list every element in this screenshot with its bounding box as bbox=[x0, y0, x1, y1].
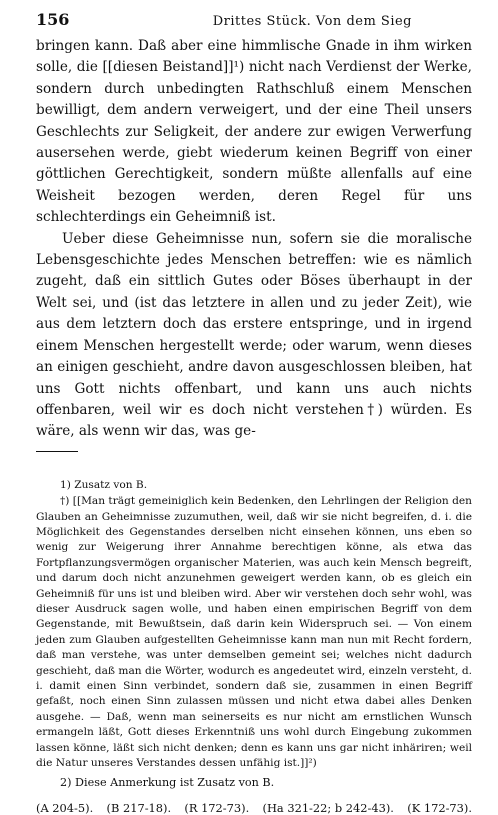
edition-ref-a: (A 204-5). bbox=[36, 800, 94, 815]
edition-ref-ha: (Ha 321-22; b 242-43). bbox=[262, 800, 394, 815]
page-header bbox=[36, 10, 472, 36]
edition-references bbox=[36, 801, 472, 815]
paragraph-mysteries: Ueber diese Geheimnisse nun, sofern sie die moralische Lebensgeschichte jedes Menschen betreffen: wie es nämlich zugeht, daß ein sittlich Gutes oder Böses überhaupt in der Welt sei, und (ist das letztere in allen und zu jeder Zeit), wie aus dem letztern doch das erstere entspringe, und in irgend einem Menschen hergestellt werde; oder warum, wenn dieses an einigen geschieht, andre davon ausgeschlossen bleiben, hat uns Gott nichts offenbart, und kann uns auch nichts offenbaren, weil wir es doch nicht verstehen†) würden. Es wäre, als wenn wir das, was ge- bbox=[36, 230, 472, 440]
edition-ref-b: (B 217-18). bbox=[106, 800, 172, 815]
footnotes bbox=[36, 478, 472, 791]
main-text bbox=[36, 36, 472, 443]
footnote-1: 1) Zusatz von B. bbox=[60, 478, 148, 491]
edition-ref-k: (K 172-73). bbox=[407, 800, 472, 815]
running-head: Drittes Stück. Von dem Sieg bbox=[212, 14, 412, 29]
footnote-dagger: †) [[Man trägt gemeiniglich kein Bedenken, den Lehrlingen der Religion den Glauben an Geheimnisse zuzumuthen, weil, daß wir sie nicht begreifen, d. i. die Möglichkeit des Gegenstandes derselben nicht einsehen können, uns eben so wenig zur Weigerung ihrer Annahme berechtigen könne, als etwa das Fortpflanzungsvermögen organischer Materien, was auch kein Mensch begreift, und darum doch nicht anzunehmen geweigert werden kann, ob es gleich ein Geheimniß für uns ist und bleiben wird. Aber wir verstehen doch sehr wohl, was dieser Ausdruck sagen wolle, und haben einen empirischen Begriff von dem Gegenstande, mit Bewußtsein, daß darin kein Widerspruch sei. — Von einem jeden zum Glauben aufgestellten Geheimnisse kann man nun mit Recht fordern, daß man verstehe, was unter demselben gemeint sei; welches nicht dadurch geschieht, daß man die Wörter, wodurch es angedeutet wird, einzeln versteht, d. i. damit einen Sinn verbindet, sondern daß sie, zusammen in einen Begriff gefaßt, noch einen Sinn zulassen müssen und nicht etwa dabei alles Denken ausgehe. — Daß, wenn man seinerseits es nur nicht am ernstlichen Wunsch ermangeln läßt, Gott dieses Erkenntniß uns wohl durch Eingebung zukommen lassen könne, läßt sich nicht denken; denn es kann uns gar nicht inhäriren; weil die Natur unseres Verstandes dessen unfähig ist.]]²) bbox=[36, 495, 472, 770]
edition-ref-r: (R 172-73). bbox=[184, 800, 250, 815]
footnote-separator bbox=[36, 451, 78, 452]
page-number: 156 bbox=[36, 10, 70, 29]
paragraph-continuation: bringen kann. Daß aber eine himmlische Gnade in ihm wirken solle, die [[diesen Beistand]]¹) nicht nach Verdienst der Werke, sondern durch unbedingten Rathschluß einem Menschen bewilligt, dem andern verweigert, und der eine Theil unsers Geschlechts zur Seligkeit, der andere zur ewigen Verwerfung ausersehen werde, giebt wiederum keinen Begriff von einer göttlichen Gerechtigkeit, sondern müßte allenfalls auf eine Weisheit bezogen werden, deren Regel für uns schlechterdings ein Geheimniß ist. bbox=[36, 38, 472, 226]
footnote-2: 2) Diese Anmerkung ist Zusatz von B. bbox=[60, 776, 275, 790]
